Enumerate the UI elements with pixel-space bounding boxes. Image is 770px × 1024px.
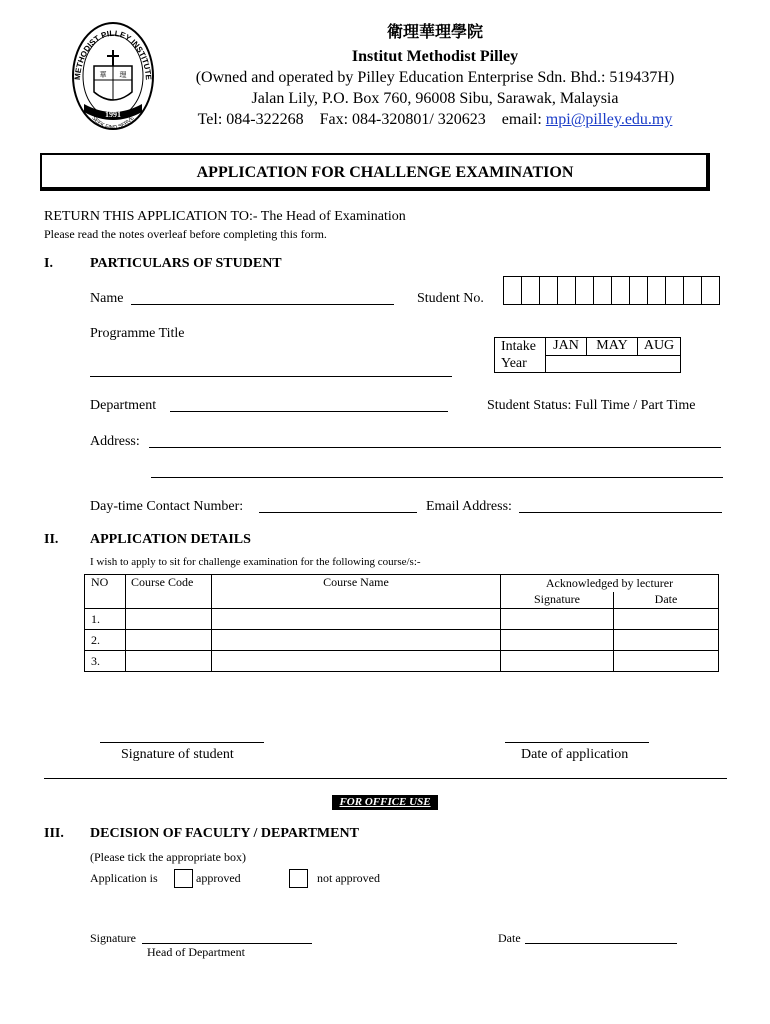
department-field[interactable] bbox=[170, 411, 448, 412]
intake-jan[interactable]: JAN bbox=[546, 338, 587, 356]
course-name-cell[interactable] bbox=[212, 651, 501, 672]
student-no-boxes[interactable] bbox=[503, 276, 720, 305]
owner-line: (Owned and operated by Pilley Education Enterprise Sdn. Bhd.: 519437H) bbox=[195, 69, 675, 86]
address-field-1[interactable] bbox=[149, 447, 721, 448]
form-title: APPLICATION FOR CHALLENGE EXAMINATION bbox=[196, 164, 574, 181]
row-number: 3. bbox=[85, 651, 126, 672]
student-no-digit[interactable] bbox=[612, 277, 630, 305]
year-label: Year bbox=[495, 355, 546, 373]
notes-line: Please read the notes overleaf before completing this form. bbox=[44, 227, 327, 241]
col-signature-header: Signature bbox=[501, 592, 614, 609]
head-of-department-label: Head of Department bbox=[147, 945, 245, 959]
course-code-cell[interactable] bbox=[126, 651, 212, 672]
student-status[interactable]: Student Status: Full Time / Part Time bbox=[487, 398, 696, 413]
student-no-digit[interactable] bbox=[576, 277, 594, 305]
tick-note: (Please tick the appropriate box) bbox=[90, 850, 246, 864]
col-name-header: Course Name bbox=[212, 575, 501, 609]
not-approved-checkbox[interactable] bbox=[289, 869, 308, 888]
address-label: Address: bbox=[90, 434, 140, 449]
course-name-cell[interactable] bbox=[212, 630, 501, 651]
intake-may[interactable]: MAY bbox=[587, 338, 638, 356]
student-no-label: Student No. bbox=[417, 291, 484, 306]
decision-date-field[interactable] bbox=[525, 943, 677, 944]
name-field[interactable] bbox=[131, 304, 394, 305]
section-3-title: DECISION OF FACULTY / DEPARTMENT bbox=[90, 826, 359, 841]
student-no-digit[interactable] bbox=[504, 277, 522, 305]
table-row bbox=[85, 609, 719, 630]
student-no-digit[interactable] bbox=[684, 277, 702, 305]
course-name-cell[interactable] bbox=[212, 609, 501, 630]
course-table bbox=[84, 574, 719, 672]
application-date-label: Date of application bbox=[521, 747, 629, 762]
logo-text-top: METHODIST PILLEY INSTITUTE bbox=[72, 28, 154, 81]
institute-name: Institut Methodist Pilley bbox=[351, 48, 519, 65]
logo-motto: SEEK FIND SERVE bbox=[90, 115, 136, 132]
table-row bbox=[85, 630, 719, 651]
student-no-digit[interactable] bbox=[558, 277, 576, 305]
decision-date-label: Date bbox=[498, 931, 521, 945]
approved-label: approved bbox=[196, 871, 241, 885]
col-no-header: NO bbox=[85, 575, 126, 609]
email-link[interactable]: mpi@pilley.edu.my bbox=[545, 111, 673, 128]
student-no-digit[interactable] bbox=[594, 277, 612, 305]
course-code-cell[interactable] bbox=[126, 609, 212, 630]
lecturer-signature-cell[interactable] bbox=[501, 609, 614, 630]
intake-table bbox=[494, 337, 681, 373]
intake-label: Intake bbox=[495, 338, 546, 356]
col-code-header: Course Code bbox=[126, 575, 212, 609]
contact-number-field[interactable] bbox=[259, 512, 417, 513]
chinese-name: 衛理華理學院 bbox=[386, 24, 483, 41]
lecturer-date-cell[interactable] bbox=[614, 630, 719, 651]
programme-field[interactable] bbox=[90, 376, 452, 377]
approved-checkbox[interactable] bbox=[174, 869, 193, 888]
department-label: Department bbox=[90, 398, 157, 413]
section-2-intro: I wish to apply to sit for challenge examination for the following course/s:- bbox=[90, 556, 421, 568]
lecturer-date-cell[interactable] bbox=[614, 651, 719, 672]
section-1-number: I. bbox=[44, 256, 53, 271]
lecturer-signature-cell[interactable] bbox=[501, 630, 614, 651]
course-code-cell[interactable] bbox=[126, 630, 212, 651]
section-2-number: II. bbox=[44, 532, 59, 547]
student-no-digit[interactable] bbox=[702, 277, 720, 305]
application-is-label: Application is bbox=[90, 871, 158, 885]
office-use-label: FOR OFFICE USE bbox=[339, 796, 431, 808]
contact-line bbox=[140, 109, 730, 130]
col-ack-header: Acknowledged by lecturer bbox=[501, 575, 719, 592]
col-date-header: Date bbox=[614, 592, 719, 609]
student-signature-label: Signature of student bbox=[121, 747, 234, 762]
intake-aug[interactable]: AUG bbox=[638, 338, 681, 356]
year-field[interactable] bbox=[546, 355, 681, 373]
not-approved-label: not approved bbox=[317, 871, 380, 885]
logo-year: 1991 bbox=[105, 110, 121, 119]
lecturer-signature-cell[interactable] bbox=[501, 651, 614, 672]
divider bbox=[44, 778, 727, 779]
student-no-digit[interactable] bbox=[540, 277, 558, 305]
svg-text:華: 華 bbox=[99, 71, 107, 79]
row-number: 1. bbox=[85, 609, 126, 630]
contact-prefix: Tel: 084-322268 Fax: 084-320801/ 320623 email: bbox=[197, 111, 546, 128]
application-date-field[interactable] bbox=[505, 742, 649, 743]
table-row bbox=[85, 651, 719, 672]
lecturer-date-cell[interactable] bbox=[614, 609, 719, 630]
email-address-field[interactable] bbox=[519, 512, 722, 513]
student-no-digit[interactable] bbox=[648, 277, 666, 305]
student-no-digit[interactable] bbox=[666, 277, 684, 305]
student-signature-field[interactable] bbox=[100, 742, 264, 743]
svg-text:理: 理 bbox=[119, 71, 127, 79]
name-label: Name bbox=[90, 291, 124, 306]
section-2-title: APPLICATION DETAILS bbox=[90, 532, 251, 547]
email-address-label: Email Address: bbox=[426, 499, 512, 514]
section-1-title: PARTICULARS OF STUDENT bbox=[90, 256, 282, 271]
student-no-digit[interactable] bbox=[630, 277, 648, 305]
address-line: Jalan Lily, P.O. Box 760, 96008 Sibu, Sarawak, Malaysia bbox=[251, 90, 619, 107]
row-number: 2. bbox=[85, 630, 126, 651]
programme-label: Programme Title bbox=[90, 326, 185, 341]
contact-number-label: Day-time Contact Number: bbox=[90, 499, 244, 514]
decision-signature-label: Signature bbox=[90, 931, 136, 945]
return-to: RETURN THIS APPLICATION TO:- The Head of Examination bbox=[44, 209, 406, 224]
address-field-2[interactable] bbox=[151, 477, 723, 478]
decision-signature-field[interactable] bbox=[142, 943, 312, 944]
student-no-digit[interactable] bbox=[522, 277, 540, 305]
section-3-number: III. bbox=[44, 826, 64, 841]
